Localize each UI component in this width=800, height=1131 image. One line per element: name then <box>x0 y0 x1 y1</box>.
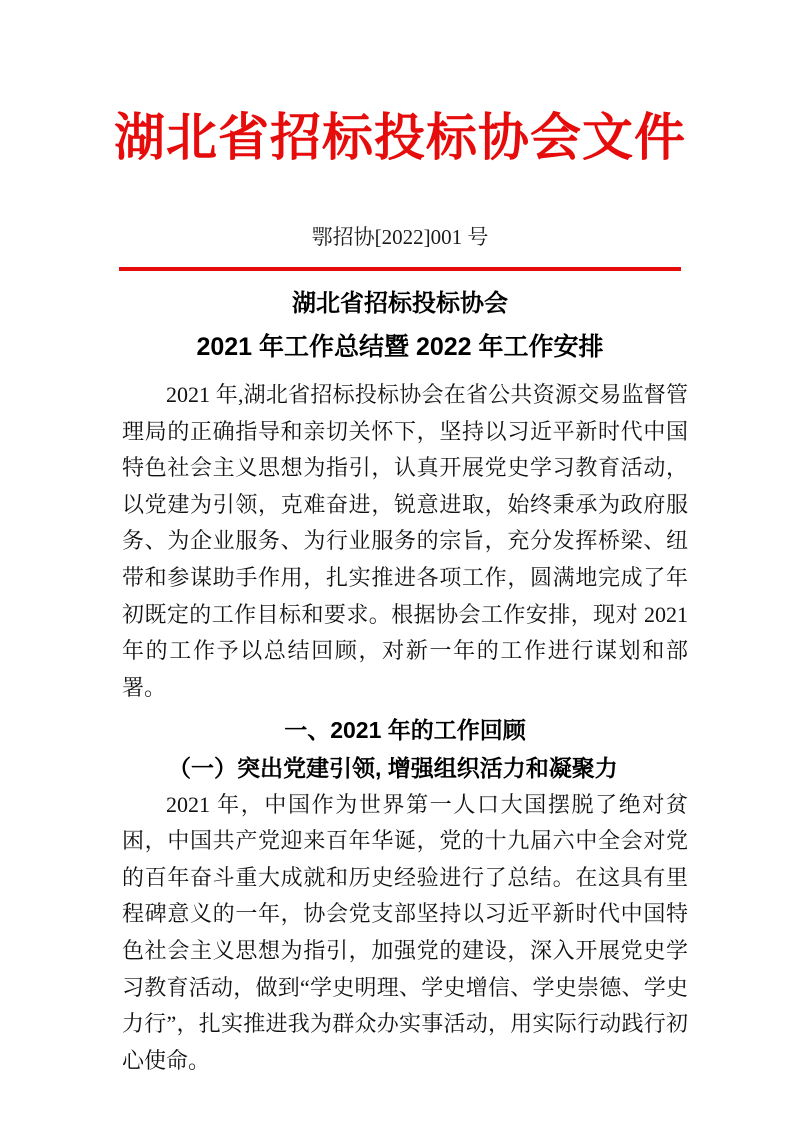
document-title-line1: 湖北省招标投标协会 <box>292 290 508 317</box>
section1-sub1-heading: （一）突出党建引领, 增强组织活力和凝聚力 <box>168 754 618 781</box>
intro-paragraph: 2021 年,湖北省招标投标协会在省公共资源交易监督管理局的正确指导和亲切关怀下，坚持以习近平新时代中国特色社会主义思想为指引，认真开展党史学习教育活动，以党建为引领，克难奋进，锐意进取，始终秉承为政府服务、为企业服务、为行业服务的宗旨，充分发挥桥梁、纽带和参谋助手作用，扎实推进各项工作，圆满地完成了年初既定的工作目标和要求。根据协会工作安排，现对 2021 年的工作予以总结回顾，对新一年的工作进行谋划和部署。 <box>122 382 688 700</box>
document-title-line2: 2021 年工作总结暨 2022 年工作安排 <box>196 333 604 361</box>
red-separator-line <box>119 267 681 271</box>
section1-heading: 一、2021 年的工作回顾 <box>284 717 526 744</box>
letterhead-org-title: 湖北省招标投标协会文件 <box>113 111 686 167</box>
section1-sub1-paragraph: 2021 年，中国作为世界第一人口大国摆脱了绝对贫困，中国共产党迎来百年华诞，党的十九届六中全会对党的百年奋斗重大成就和历史经验进行了总结。在这具有里程碑意义的一年，协会党支部坚持以习近平新时代中国特色社会主义思想为指引，加强党的建设，深入开展党史学习教育活动，做到“学史明理、学史增信、学史崇德、学史力行”，扎实推进我为群众办实事活动，用实际行动践行初心使命。 <box>122 791 688 1073</box>
document-number: 鄂招协[2022]001 号 <box>311 225 489 249</box>
document-body <box>122 377 688 1079</box>
